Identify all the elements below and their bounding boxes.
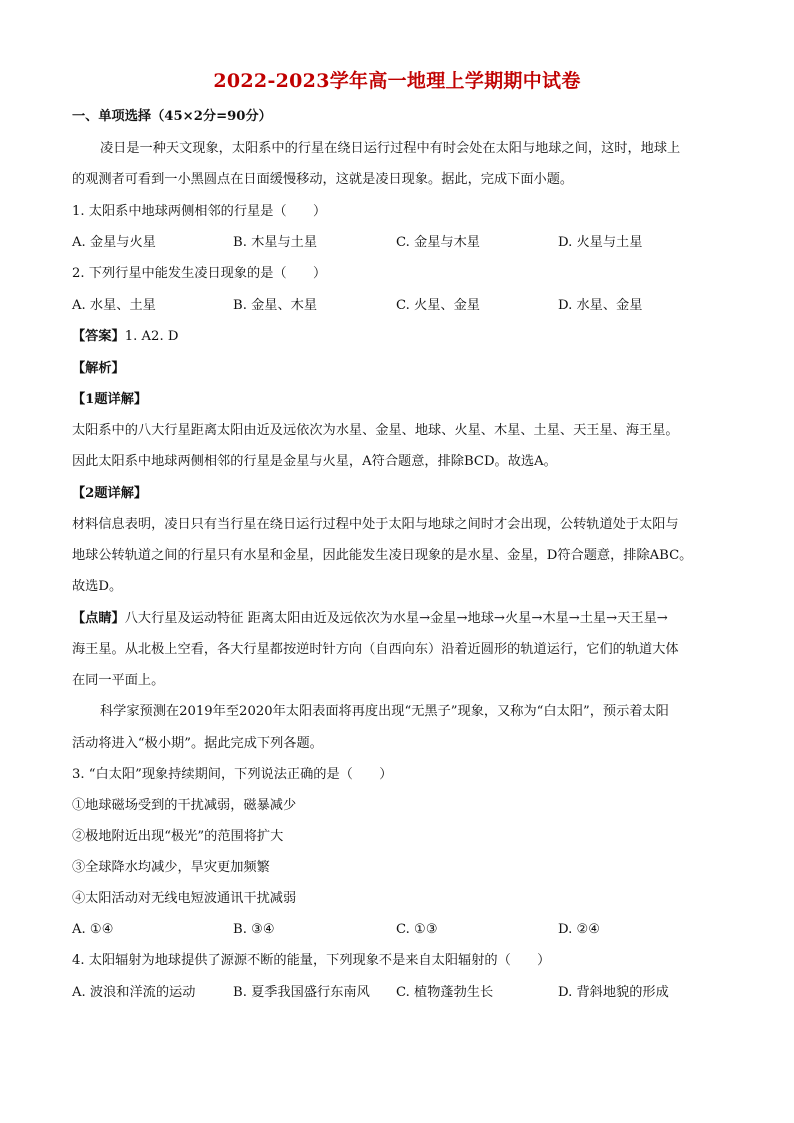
exam-title: 2022-2023学年高一地理上学期期中试卷: [213, 70, 581, 92]
question-2-stem: 2. 下列行星中能发生凌日现象的是（ ）: [72, 266, 327, 281]
q3-item-2: ②极地附近出现“极光”的范围将扩大: [72, 829, 284, 844]
detail2-line3: 故选D。: [72, 579, 123, 594]
q4-option-d: D. 背斜地貌的形成: [558, 985, 669, 1000]
q3-item-4: ④太阳活动对无线电短波通讯干扰减弱: [72, 891, 297, 906]
detail1-line2: 因此太阳系中地球两侧相邻的行星是金星与火星，A符合题意，排除BCD。故选A。: [72, 454, 557, 469]
detail2-line2: 地球公转轨道之间的行星只有水星和金星，因此能发生凌日现象的是水星、金星，D符合题意，排除ABC。: [72, 548, 693, 563]
q2-option-a: A. 水星、土星: [72, 298, 156, 313]
dianjing-text1: 八大行星及运动特征 距离太阳由近及远依次为水星→金星→地球→火星→木星→土星→天王星→: [124, 611, 668, 626]
dianjing-label: 【点睛】: [72, 611, 125, 626]
dianjing-line3: 在同一平面上。: [72, 673, 165, 688]
question-1-stem: 1. 太阳系中地球两侧相邻的行星是（ ）: [72, 204, 327, 219]
q1-option-c: C. 金星与木星: [396, 235, 480, 250]
q4-option-a: A. 波浪和洋流的运动: [72, 985, 196, 1000]
section-heading: 一、单项选择（45×2分=90分）: [72, 109, 272, 124]
passage1-line2: 的观测者可看到一小黑圆点在日面缓慢移动，这就是凌日现象。据此，完成下面小题。: [72, 172, 574, 187]
detail1-label: 【1题详解】: [72, 392, 148, 407]
question-3-stem: 3. “白太阳”现象持续期间，下列说法正确的是（ ）: [72, 767, 393, 782]
q2-option-b: B. 金星、木星: [233, 298, 318, 313]
q1-option-a: A. 金星与火星: [72, 235, 156, 250]
answer-line: [72, 327, 178, 347]
analysis-label: 【解析】: [72, 361, 125, 376]
detail2-label: 【2题详解】: [72, 486, 148, 501]
q3-item-1: ①地球磁场受到的干扰减弱，磁暴减少: [72, 798, 297, 813]
passage2-line1: 科学家预测在2019年至2020年太阳表面将再度出现“无黑子”现象，又称为“白太阳”，预示着太阳: [100, 704, 669, 719]
q1-option-b: B. 木星与土星: [233, 235, 318, 250]
q4-option-c: C. 植物蓬勃生长: [396, 985, 494, 1000]
q3-item-3: ③全球降水均减少，旱灾更加频繁: [72, 860, 270, 875]
q3-option-d: D. ②④: [558, 922, 601, 937]
detail2-line1: 材料信息表明，凌日只有当行星在绕日运行过程中处于太阳与地球之间时才会出现，公转轨道处于太阳与: [72, 517, 679, 532]
answer-label: 【答案】: [72, 329, 125, 344]
q4-option-b: B. 夏季我国盛行东南风: [233, 985, 370, 1000]
dianjing-line2: 海王星。从北极上空看，各大行星都按逆时针方向（自西向东）沿着近圆形的轨道运行，它们的轨道大体: [72, 642, 679, 657]
passage2-line2: 活动将进入“极小期”。据此完成下列各题。: [72, 736, 323, 751]
q2-option-d: D. 水星、金星: [558, 298, 643, 313]
q3-option-a: A. ①④: [72, 922, 114, 937]
q1-option-d: D. 火星与土星: [558, 235, 643, 250]
detail1-line1: 太阳系中的八大行星距离太阳由近及远依次为水星、金星、地球、火星、木星、土星、天王星、海王星。: [72, 423, 679, 438]
answer-text: 1. A2. D: [124, 329, 179, 344]
q2-option-c: C. 火星、金星: [396, 298, 480, 313]
question-4-stem: 4. 太阳辐射为地球提供了源源不断的能量，下列现象不是来自太阳辐射的（ ）: [72, 953, 551, 968]
q3-option-b: B. ③④: [233, 922, 275, 937]
dianjing-line1: [72, 609, 668, 629]
passage1-line1: 凌日是一种天文现象，太阳系中的行星在绕日运行过程中有时会处在太阳与地球之间，这时，地球上: [100, 141, 681, 156]
q3-option-c: C. ①③: [396, 922, 438, 937]
